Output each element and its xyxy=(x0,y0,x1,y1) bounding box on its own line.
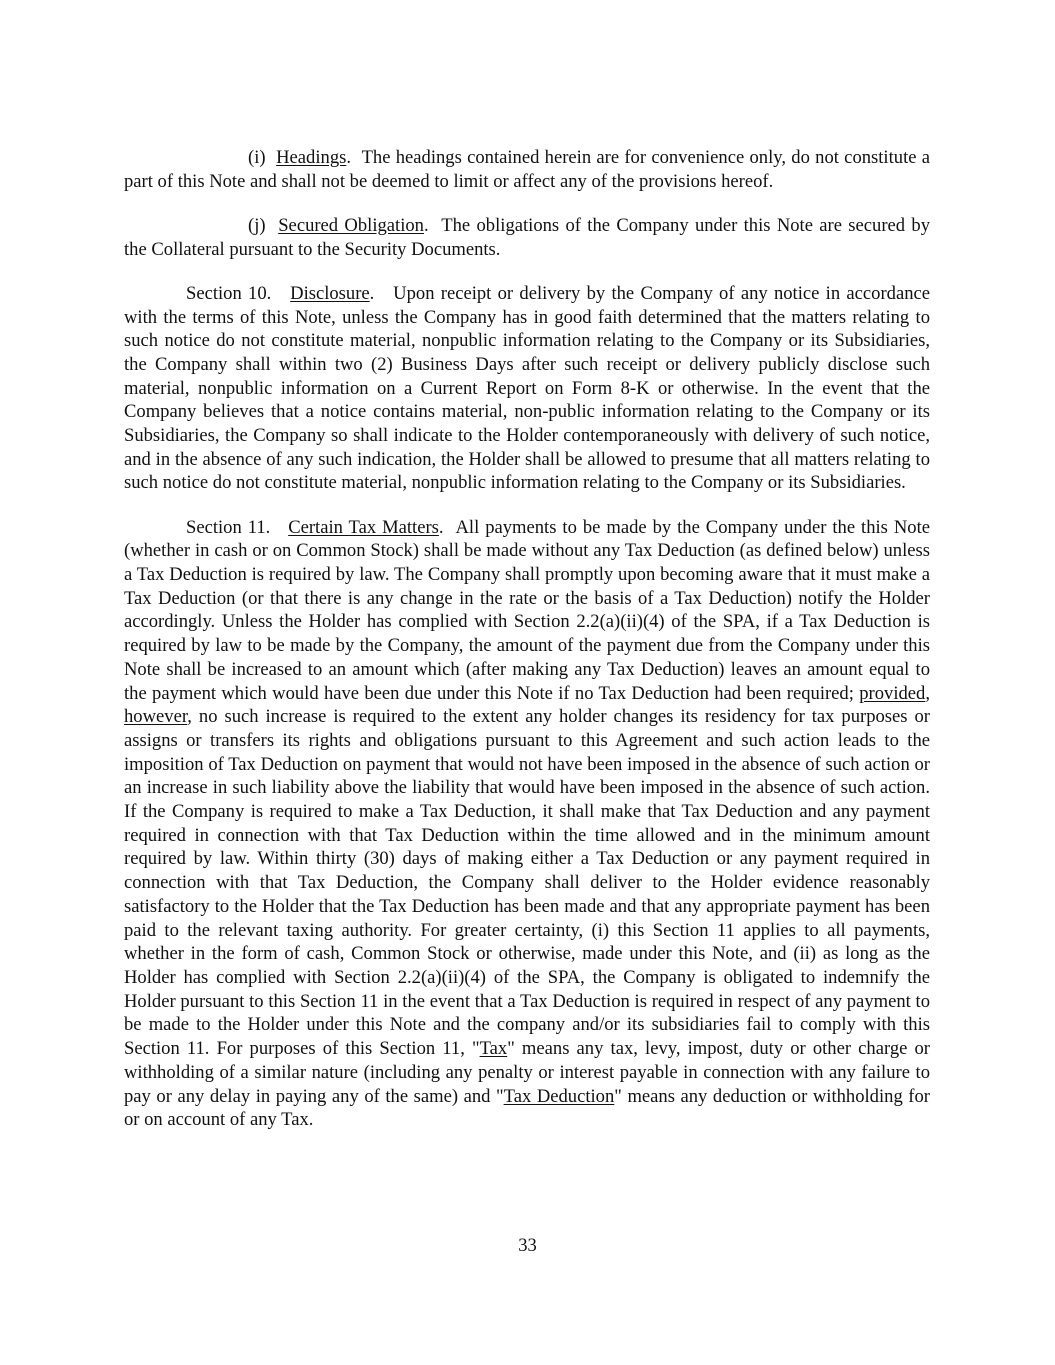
paragraph-title: Secured Obligation xyxy=(278,214,424,236)
section-11-tax-matters: Section 11. Certain Tax Matters. All payments to be made by the Company under the this Note (whether in cash or on Common Stock) shall be made without any Tax Deduction (as defined below) unless a Tax Deduction is required by law. The Company shall promptly upon becoming aware that it must make a Tax Deduction (or that there is any change in the rate or the basis of a Tax Deduction) notify the Holder accordingly. Unless the Holder has complied with Section 2.2(a)(ii)(4) of the SPA, if a Tax Deduction is required by law to be made by the Company, the amount of the payment due from the Company under this Note shall be increased to an amount which (after making any Tax Deduction) leaves an amount equal to the payment which would have been due under this Note if no Tax Deduction had been required; provided, however, no such increase is required to the extent any holder changes its residency for tax purposes or assigns or transfers its rights and obligations pursuant to this Agreement and such action leads to the imposition of Tax Deduction on payment that would not have been imposed in the absence of such action or an increase in such liability above the liability that would have been imposed in the absence of such action. If the Company is required to make a Tax Deduction, it shall make that Tax Deduction and any payment required in connection with that Tax Deduction within the time allowed and in the minimum amount required by law. Within thirty (30) days of making either a Tax Deduction or any payment required in connection with that Tax Deduction, the Company shall deliver to the Holder evidence reasonably satisfactory to the Holder that the Tax Deduction has been made and that any appropriate payment has been paid to the relevant taxing authority. For greater certainty, (i) this Section 11 applies to all payments, whether in the form of cash, Common Stock or otherwise, made under this Note, and (ii) as long as the Holder has complied with Section 2.2(a)(ii)(4) of the SPA, the Company is obligated to indemnify the Holder pursuant to this Section 11 in the event that a Tax Deduction is required in respect of any payment to be made to the Holder under this Note and the company and/or its subsidiaries fail to comply with this Section 11. For purposes of this Section 11, "Tax" means any tax, levy, impost, duty or other charge or withholding of a similar nature (including any penalty or interest payable in connection with any failure to pay or any delay in paying any of the same) and "Tax Deduction" means any deduction or withholding for or on account of any Tax. xyxy=(124,516,930,1131)
paragraph-secured-obligation: (j) Secured Obligation. The obligations of the Company under this Note are secured by the Collateral pursuant to the Security Documents. xyxy=(124,214,931,260)
paragraph-headings: (i) Headings. The headings contained herein are for convenience only, do not constitute a part of this Note and shall not be deemed to limit or affect any of the provisions hereof. xyxy=(124,147,931,192)
tax-deduction-defined-term: Tax Deduction xyxy=(503,1085,615,1107)
section-title: Certain Tax Matters xyxy=(288,516,439,538)
section-title: Disclosure xyxy=(290,282,370,304)
section-body-part-3: " means any tax, levy, impost, duty or other charge or withholding of a similar nature (including any penalty or interest payable in connection with any failure to pay or any delay in paying any of the same) and " xyxy=(124,1038,930,1107)
section-10-disclosure: Section 10. Disclosure. Upon receipt or delivery by the Company of any notice in accordance with the terms of this Note, unless the Company has in good faith determined that the matters relating to such notice do not constitute material, nonpublic information relating to the Company or its Subsidiaries, the Company shall within two (2) Business Days after such receipt or delivery publicly disclose such material, nonpublic information on a Current Report on Form 8-K or otherwise. In the event that the Company believes that a notice contains material, non-public information relating to the Company or its Subsidiaries, the Company so shall indicate to the Holder contemporaneously with delivery of such notice, and in the absence of any such indication, the Holder shall be allowed to presume that all matters relating to such notice do not constitute material, nonpublic information relating to the Company or its Subsidiaries. xyxy=(124,282,930,494)
paragraph-body: The headings contained herein are for convenience only, do not constitute a part of this Note and shall not be deemed to limit or affect any of the provisions hereof. xyxy=(124,147,931,192)
paragraph-label: (j) xyxy=(248,214,266,236)
paragraph-title: Headings xyxy=(276,147,347,168)
paragraph-body: The obligations of the Company under this Note are secured by the Collateral pursuant to the Security Documents. xyxy=(124,214,931,260)
document-page xyxy=(124,146,930,1132)
however-term: however xyxy=(124,706,188,728)
provided-term: provided xyxy=(859,682,926,704)
section-label: Section 11. xyxy=(186,516,271,538)
section-body-part-1: All payments to be made by the Company under the this Note (whether in cash or on Common Stock) shall be made without any Tax Deduction (as defined below) unless a Tax Deduction is required by law. The Company shall promptly upon becoming aware that it must make a Tax Deduction (or that there is any change in the rate or the basis of a Tax Deduction) notify the Holder accordingly. Unless the Holder has complied with Section 2.2(a)(ii)(4) of the SPA, if a Tax Deduction is required by law to be made by the Company, the amount of the payment due from the Company under this Note shall be increased to an amount which (after making any Tax Deduction) leaves an amount equal to the payment which would have been due under this Note if no Tax Deduction had been required; xyxy=(124,516,930,704)
section-body: Upon receipt or delivery by the Company of any notice in accordance with the terms of this Note, unless the Company has in good faith determined that the matters relating to such notice do not constitute material, nonpublic information relating to the Company or its Subsidiaries, the Company shall within two (2) Business Days after such receipt or delivery publicly disclose such material, nonpublic information on a Current Report on Form 8-K or otherwise. In the event that the Company believes that a notice contains material, non-public information relating to the Company or its Subsidiaries, the Company so shall indicate to the Holder contemporaneously with delivery of such notice, and in the absence of any such indication, the Holder shall be allowed to presume that all matters relating to such notice do not constitute material, nonpublic information relating to the Company or its Subsidiaries. xyxy=(124,282,930,494)
page-number: 33 xyxy=(518,1235,537,1256)
paragraph-label: (i) xyxy=(248,147,266,168)
tax-defined-term: Tax xyxy=(479,1038,508,1060)
section-body-part-4: " means any deduction or withholding for or on account of any Tax. xyxy=(124,1085,930,1131)
section-label: Section 10. xyxy=(186,282,272,304)
section-body-part-2: , no such increase is required to the extent any holder changes its residency for tax purposes or assigns or transfers its rights and obligations pursuant to this Agreement and such action leads to the imposition of Tax Deduction on payment that would not have been imposed in the absence of such action or an increase in such liability above the liability that would have been imposed in the absence of such action. If the Company is required to make a Tax Deduction, it shall make that Tax Deduction and any payment required in connection with that Tax Deduction within the time allowed and in the minimum amount required by law. Within thirty (30) days of making either a Tax Deduction or any payment required in connection with that Tax Deduction, the Company shall deliver to the Holder evidence reasonably satisfactory to the Holder that the Tax Deduction has been made and that any appropriate payment has been paid to the relevant taxing authority. For greater certainty, (i) this Section 11 applies to all payments, whether in the form of cash, Common Stock or otherwise, made under this Note, and (ii) as long as the Holder has complied with Section 2.2(a)(ii)(4) of the SPA, the Company is obligated to indemnify the Holder pursuant to this Section 11 in the event that a Tax Deduction is required in respect of any payment to be made to the Holder under this Note and the company and/or its subsidiaries fail to comply with this Section 11. For purposes of this Section 11, " xyxy=(124,706,930,1060)
